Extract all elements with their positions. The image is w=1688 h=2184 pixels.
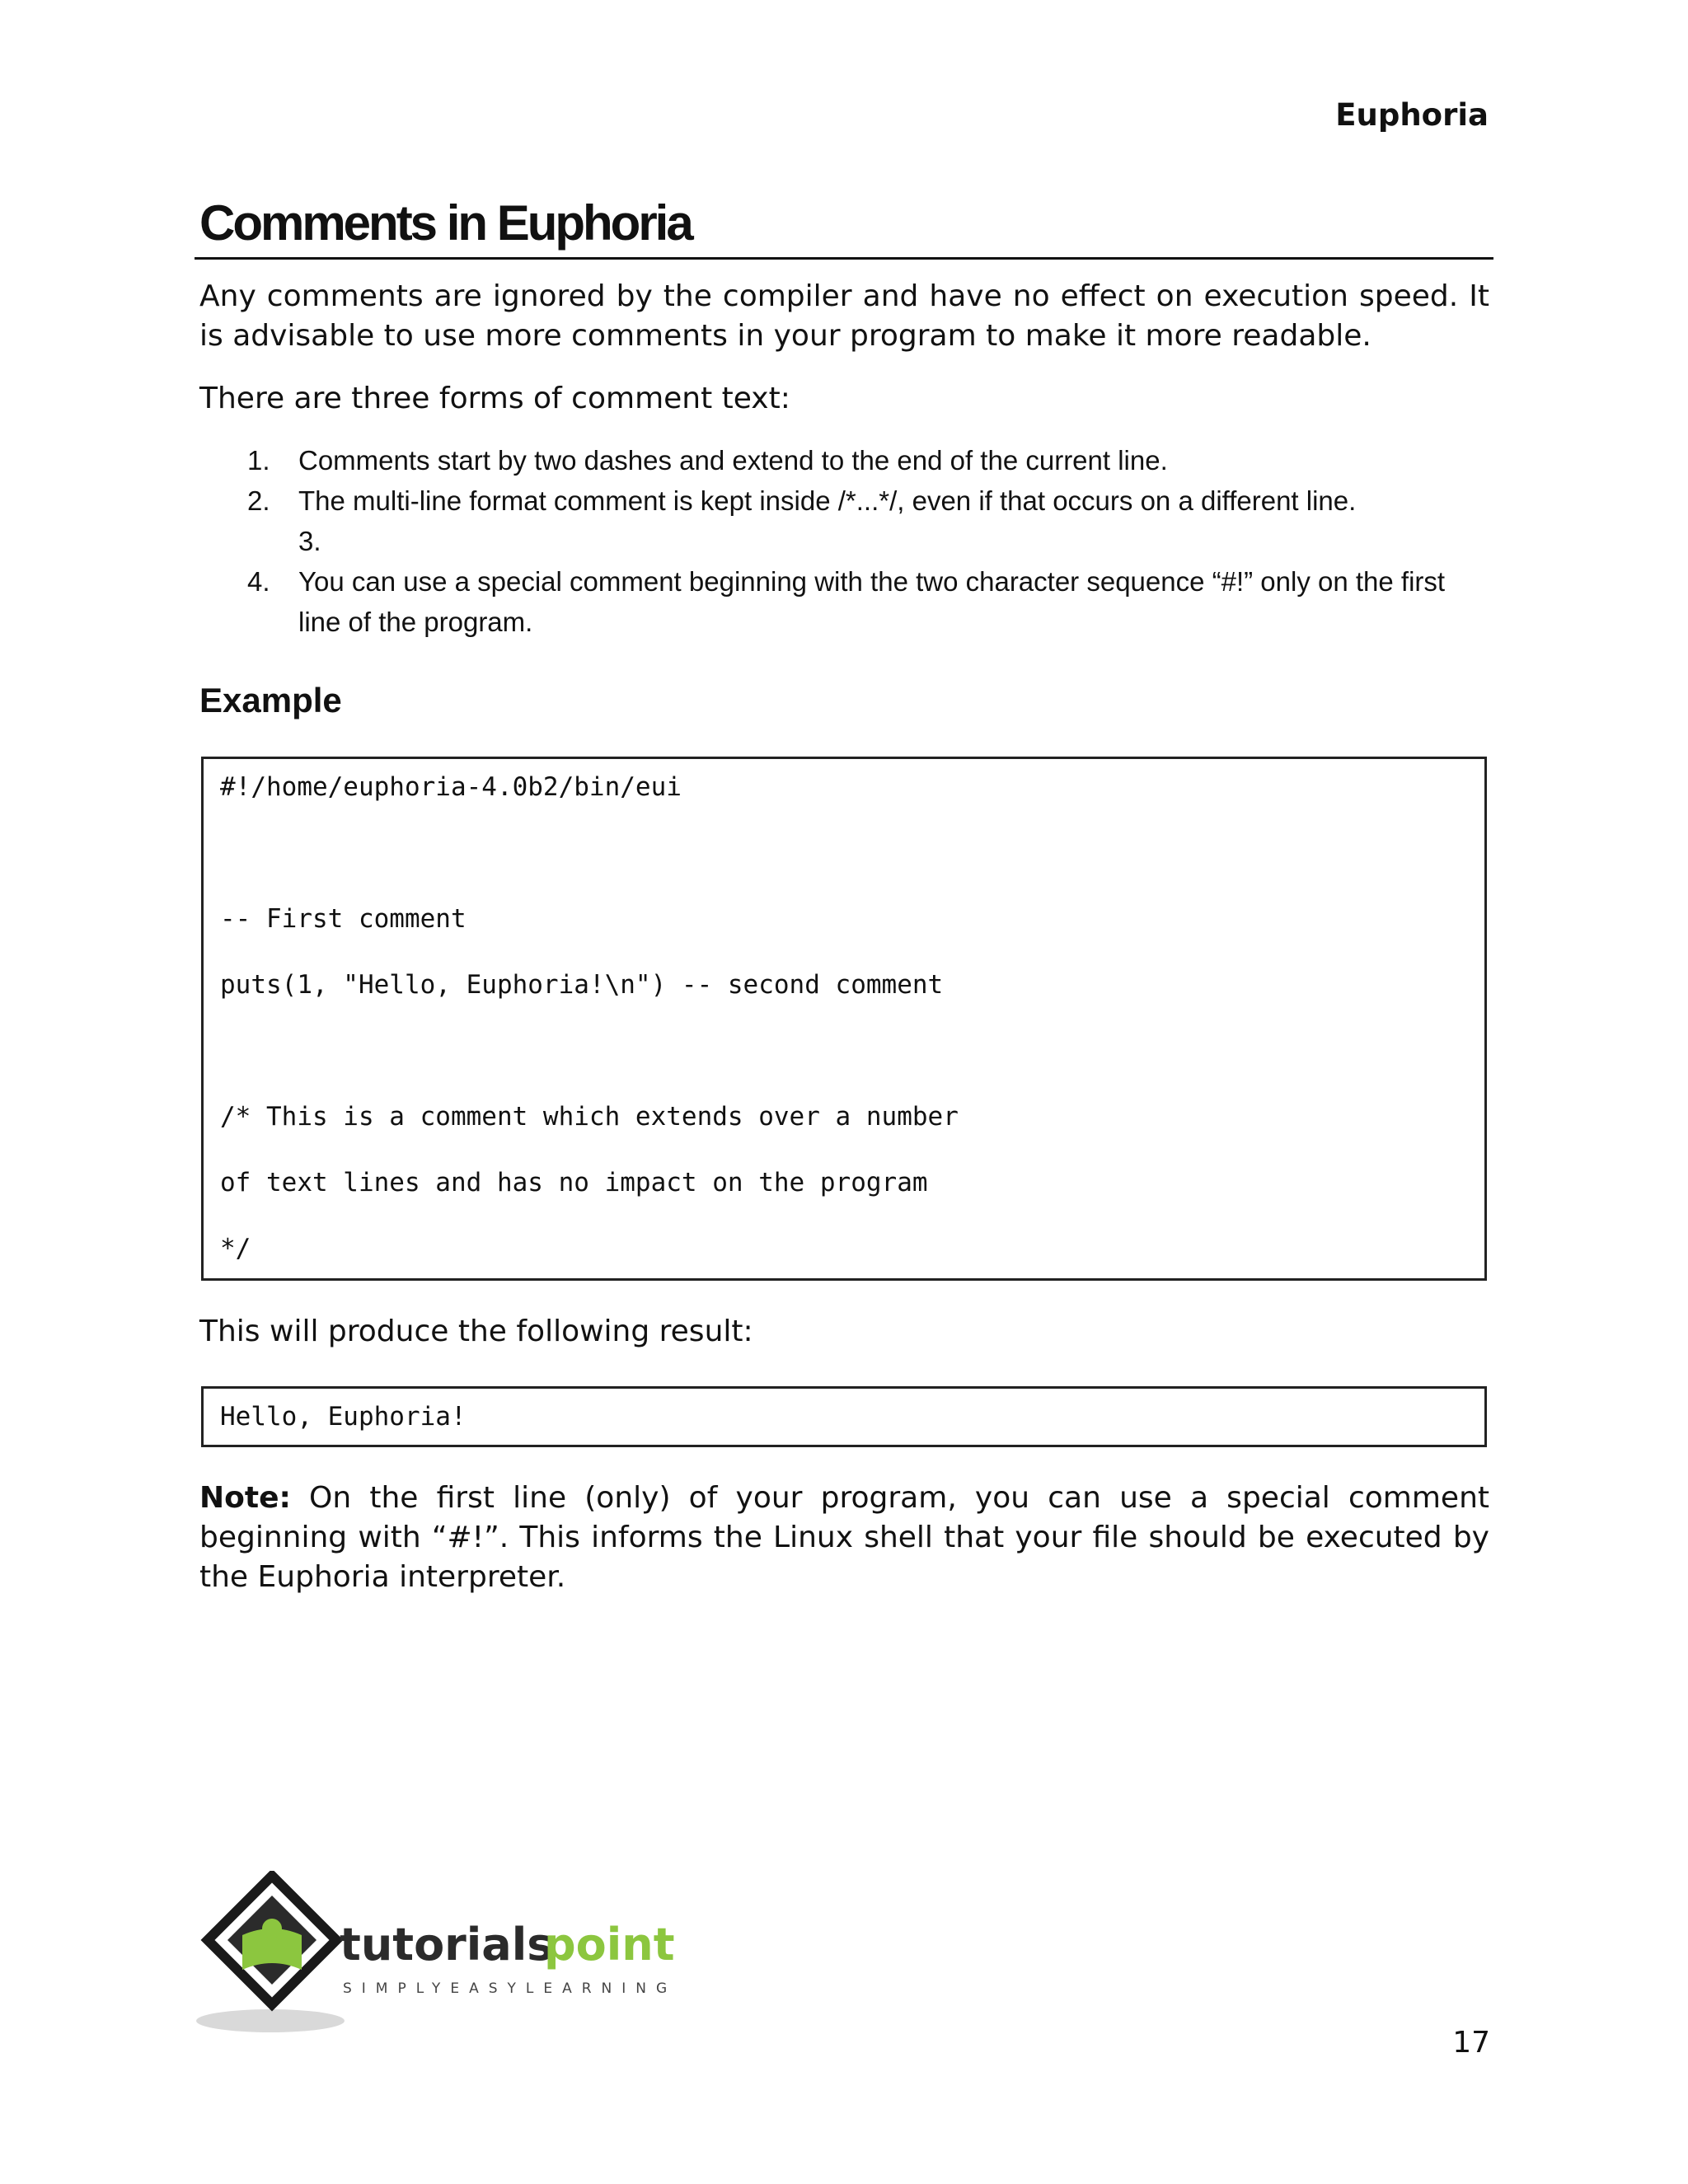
code-line: of text lines and has no impact on the program bbox=[220, 1168, 928, 1197]
tutorialspoint-logo bbox=[195, 1871, 689, 2036]
code-example-box bbox=[201, 757, 1487, 1281]
list-number: 1. bbox=[247, 445, 270, 476]
page-number: 17 bbox=[1452, 2026, 1490, 2060]
comment-forms-list bbox=[247, 440, 1492, 642]
reader-head-icon bbox=[262, 1919, 282, 1938]
list-item bbox=[247, 521, 1492, 561]
logo-brand-main: tutorials bbox=[340, 1919, 554, 1971]
list-text: Comments start by two dashes and extend to the end of the current line. bbox=[298, 445, 1168, 476]
list-item bbox=[247, 440, 1492, 480]
running-header: Euphoria bbox=[1335, 97, 1489, 133]
example-heading: Example bbox=[199, 681, 342, 719]
code-line: -- First comment bbox=[220, 904, 467, 934]
list-item bbox=[247, 561, 1492, 642]
result-intro: This will produce the following result: bbox=[199, 1315, 753, 1348]
list-text: You can use a special comment beginning with the two character sequence “#!” only on the first line of the program. bbox=[298, 566, 1446, 637]
logo-shadow bbox=[196, 2009, 345, 2032]
logo-brand-accent: point bbox=[544, 1919, 675, 1971]
code-line: puts(1, "Hello, Euphoria!\n") -- second comment bbox=[220, 970, 944, 1000]
code-line: Hello, Euphoria! bbox=[220, 1402, 467, 1432]
logo-tagline: SIMPLYEASYLEARNING bbox=[343, 1980, 678, 1997]
note-text: On the first line (only) of your program, you can use a special comment beginning with “#!”. This informs the Linux shell that your file should be executed by the Euphoria interpreter. bbox=[199, 1481, 1489, 1594]
code-line: */ bbox=[220, 1234, 251, 1263]
list-number: 3. bbox=[298, 526, 321, 556]
list-number: 2. bbox=[247, 485, 270, 516]
list-text: The multi-line format comment is kept inside /*...*/, even if that occurs on a different line. bbox=[298, 485, 1357, 516]
heading-rule bbox=[195, 257, 1493, 260]
note-paragraph bbox=[199, 1479, 1489, 1597]
forms-intro: There are three forms of comment text: bbox=[199, 382, 790, 415]
note-label: Note: bbox=[199, 1481, 291, 1515]
list-item bbox=[247, 480, 1492, 521]
section-heading: Comments in Euphoria bbox=[199, 195, 692, 251]
intro-paragraph: Any comments are ignored by the compiler and have no effect on execution speed. It is advisable to use more comments in your program to make it more readable. bbox=[199, 279, 1489, 353]
code-line: /* This is a comment which extends over a number bbox=[220, 1102, 959, 1132]
logo-graphic bbox=[195, 1871, 689, 2036]
code-line: #!/home/euphoria-4.0b2/bin/eui bbox=[220, 772, 682, 802]
code-result-box bbox=[201, 1386, 1487, 1447]
list-number: 4. bbox=[247, 566, 270, 597]
